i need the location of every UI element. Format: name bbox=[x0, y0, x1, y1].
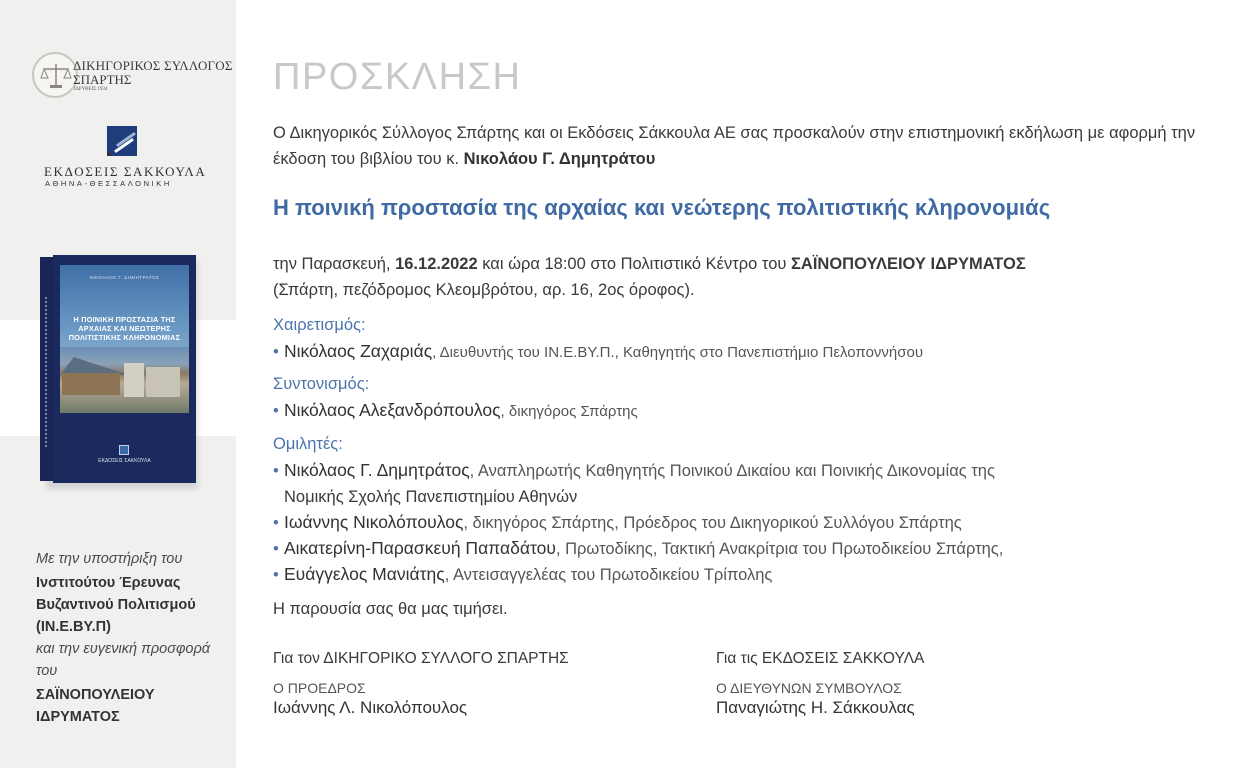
signature-role: Ο ΠΡΟΕΔΡΟΣ bbox=[273, 680, 366, 696]
intro-author: Νικολάου Γ. Δημητράτου bbox=[463, 150, 656, 168]
list-item bbox=[273, 509, 962, 536]
scales-of-justice-icon bbox=[32, 52, 78, 98]
offer-intro: και την ευγενική προσφορά του bbox=[36, 641, 211, 679]
event-day: την Παρασκευή, bbox=[273, 255, 396, 273]
support-org-ineby: Ινστιτούτου Έρευνας Βυζαντινού Πολιτισμού (ΙΝ.Ε.ΒΥ.Π) bbox=[36, 575, 196, 635]
person-name: Ιωάννης Νικολόπουλος bbox=[284, 512, 464, 532]
signature-block-publisher bbox=[716, 650, 924, 718]
person-name: Αικατερίνη-Παρασκευή Παπαδάτου bbox=[284, 538, 556, 558]
publisher-mark-icon bbox=[119, 445, 129, 455]
bullet: • bbox=[273, 462, 279, 480]
closing-line: Η παρουσία σας θα μας τιμήσει. bbox=[273, 600, 508, 618]
book-cover-image bbox=[40, 255, 196, 485]
section-label-moderation: Συντονισμός: bbox=[273, 375, 370, 393]
event-address: (Σπάρτη, πεζόδρομος Κλεομβρότου, αρ. 16, 2ος όροφος). bbox=[273, 281, 695, 299]
event-date: 16.12.2022 bbox=[395, 255, 478, 273]
bullet: • bbox=[273, 343, 279, 361]
lawyers-logo-line1: ΔΙΚΗΓΟΡΙΚΟΣ ΣΥΛΛΟΓΟΣ bbox=[73, 58, 233, 73]
book-cover bbox=[53, 255, 196, 483]
book-cover-title: Η ΠΟΙΝΙΚΗ ΠΡΟΣΤΑΣΙΑ ΤΗΣ ΑΡΧΑΙΑΣ ΚΑΙ ΝΕΩΤΕΡΗΣ ΠΟΛΙΤΙΣΤΙΚΗΣ ΚΛΗΡΟΝΟΜΙΑΣ bbox=[68, 315, 181, 342]
lawyers-association-logo bbox=[32, 52, 233, 102]
person-role: , δικηγόρος Σπάρτης, Πρόεδρος του Δικηγορικού Συλλόγου Σπάρτης bbox=[463, 514, 962, 532]
person-role: , δικηγόρος Σπάρτης bbox=[500, 403, 638, 420]
section-label-speakers: Ομιλητές: bbox=[273, 435, 343, 453]
person-name: Ευάγγελος Μανιάτης bbox=[284, 564, 445, 584]
intro-text: Ο Δικηγορικός Σύλλογος Σπάρτης και οι Εκδόσεις Σάκκουλα ΑΕ σας προσκαλούν στην επιστημονική εκδήλωση με αφορμή την έκδοση του βιβλίου του κ. bbox=[273, 124, 1196, 168]
event-time: και ώρα 18:00 στο Πολιτιστικό Κέντρο του bbox=[477, 255, 791, 273]
book-cover-photo bbox=[60, 347, 189, 413]
sidebar bbox=[0, 0, 236, 768]
person-role: , Διευθυντής του ΙΝ.Ε.ΒΥ.Π., Καθηγητής στο Πανεπιστήμιο Πελοποννήσου bbox=[432, 344, 924, 361]
page-title: ΠΡΟΣΚΛΗΣΗ bbox=[273, 56, 522, 98]
sakkoulas-logo-cities: ΑΘΗΝΑ-ΘΕΣΣΑΛΟΝΙΚΗ bbox=[45, 179, 172, 188]
support-credits bbox=[36, 548, 226, 728]
person-role: , Πρωτοδίκης, Τακτική Ανακρίτρια του Πρωτοδικείου Σπάρτης, bbox=[555, 540, 1004, 558]
event-venue: ΣΑΪΝΟΠΟΥΛΕΙΟΥ ΙΔΡΥΜΑΤΟΣ bbox=[791, 255, 1026, 273]
support-org-sainopouleio: ΣΑΪΝΟΠΟΥΛΕΙΟΥ ΙΔΡΥΜΑΤΟΣ bbox=[36, 687, 155, 725]
person-name: Νικόλαος Αλεξανδρόπουλος bbox=[284, 400, 501, 420]
person-name: Νικόλαος Γ. Δημητράτος bbox=[284, 460, 470, 480]
list-item bbox=[273, 397, 638, 425]
bullet: • bbox=[273, 540, 279, 558]
list-item bbox=[273, 535, 1003, 562]
signature-org: Για τον ΔΙΚΗΓΟΡΙΚΟ ΣΥΛΛΟΓΟ ΣΠΑΡΤΗΣ bbox=[273, 650, 569, 667]
section-label-greeting: Χαιρετισμός: bbox=[273, 316, 366, 334]
list-item bbox=[273, 561, 772, 588]
bullet: • bbox=[273, 514, 279, 532]
book-title-heading: Η ποινική προστασία της αρχαίας και νεώτερης πολιτιστικής κληρονομιάς bbox=[273, 195, 1051, 220]
support-intro: Με την υποστήριξη του bbox=[36, 551, 183, 567]
book-cover-author: ΝΙΚΟΛΑΟΣ Γ. ΔΗΜΗΤΡΑΤΟΣ bbox=[89, 275, 160, 280]
person-role: , Αναπληρωτής Καθηγητής Ποινικού Δικαίου και Ποινικής Δικονομίας της bbox=[469, 462, 995, 480]
sakkoulas-logo bbox=[40, 126, 210, 188]
signature-name: Ιωάννης Λ. Νικολόπουλος bbox=[273, 698, 468, 717]
sakkoulas-logo-name: ΕΚΔΟΣΕΙΣ ΣΑΚΚΟΥΛΑ bbox=[44, 164, 207, 179]
person-name: Νικόλαος Ζαχαριάς bbox=[284, 341, 433, 361]
list-item bbox=[273, 457, 995, 510]
bullet: • bbox=[273, 566, 279, 584]
signature-block-lawyers bbox=[273, 650, 569, 718]
lawyers-logo-line3: ΙΔΡΥΘΕΙΣ 1934 bbox=[74, 87, 108, 92]
signature-name: Παναγιώτης Η. Σάκκουλας bbox=[716, 698, 915, 717]
signature-role: Ο ΔΙΕΥΘΥΝΩΝ ΣΥΜΒΟΥΛΟΣ bbox=[716, 680, 902, 696]
person-role-continued: Νομικής Σχολής Πανεπιστημίου Αθηνών bbox=[284, 488, 578, 506]
lawyers-logo-line2: ΣΠΑΡΤΗΣ bbox=[73, 72, 132, 87]
list-item bbox=[273, 338, 923, 366]
signature-org: Για τις ΕΚΔΟΣΕΙΣ ΣΑΚΚΟΥΛΑ bbox=[716, 650, 925, 667]
sakkoulas-mark-icon bbox=[107, 126, 137, 156]
event-details bbox=[273, 251, 1213, 303]
bullet: • bbox=[273, 402, 279, 420]
intro-paragraph bbox=[273, 120, 1213, 172]
book-spine bbox=[40, 257, 53, 481]
book-cover-publisher: ΕΚΔΟΣΕΙΣ ΣΑΚΚΟΥΛΑ bbox=[98, 458, 151, 464]
person-role: , Αντεισαγγελέας του Πρωτοδικείου Τρίπολης bbox=[444, 566, 773, 584]
